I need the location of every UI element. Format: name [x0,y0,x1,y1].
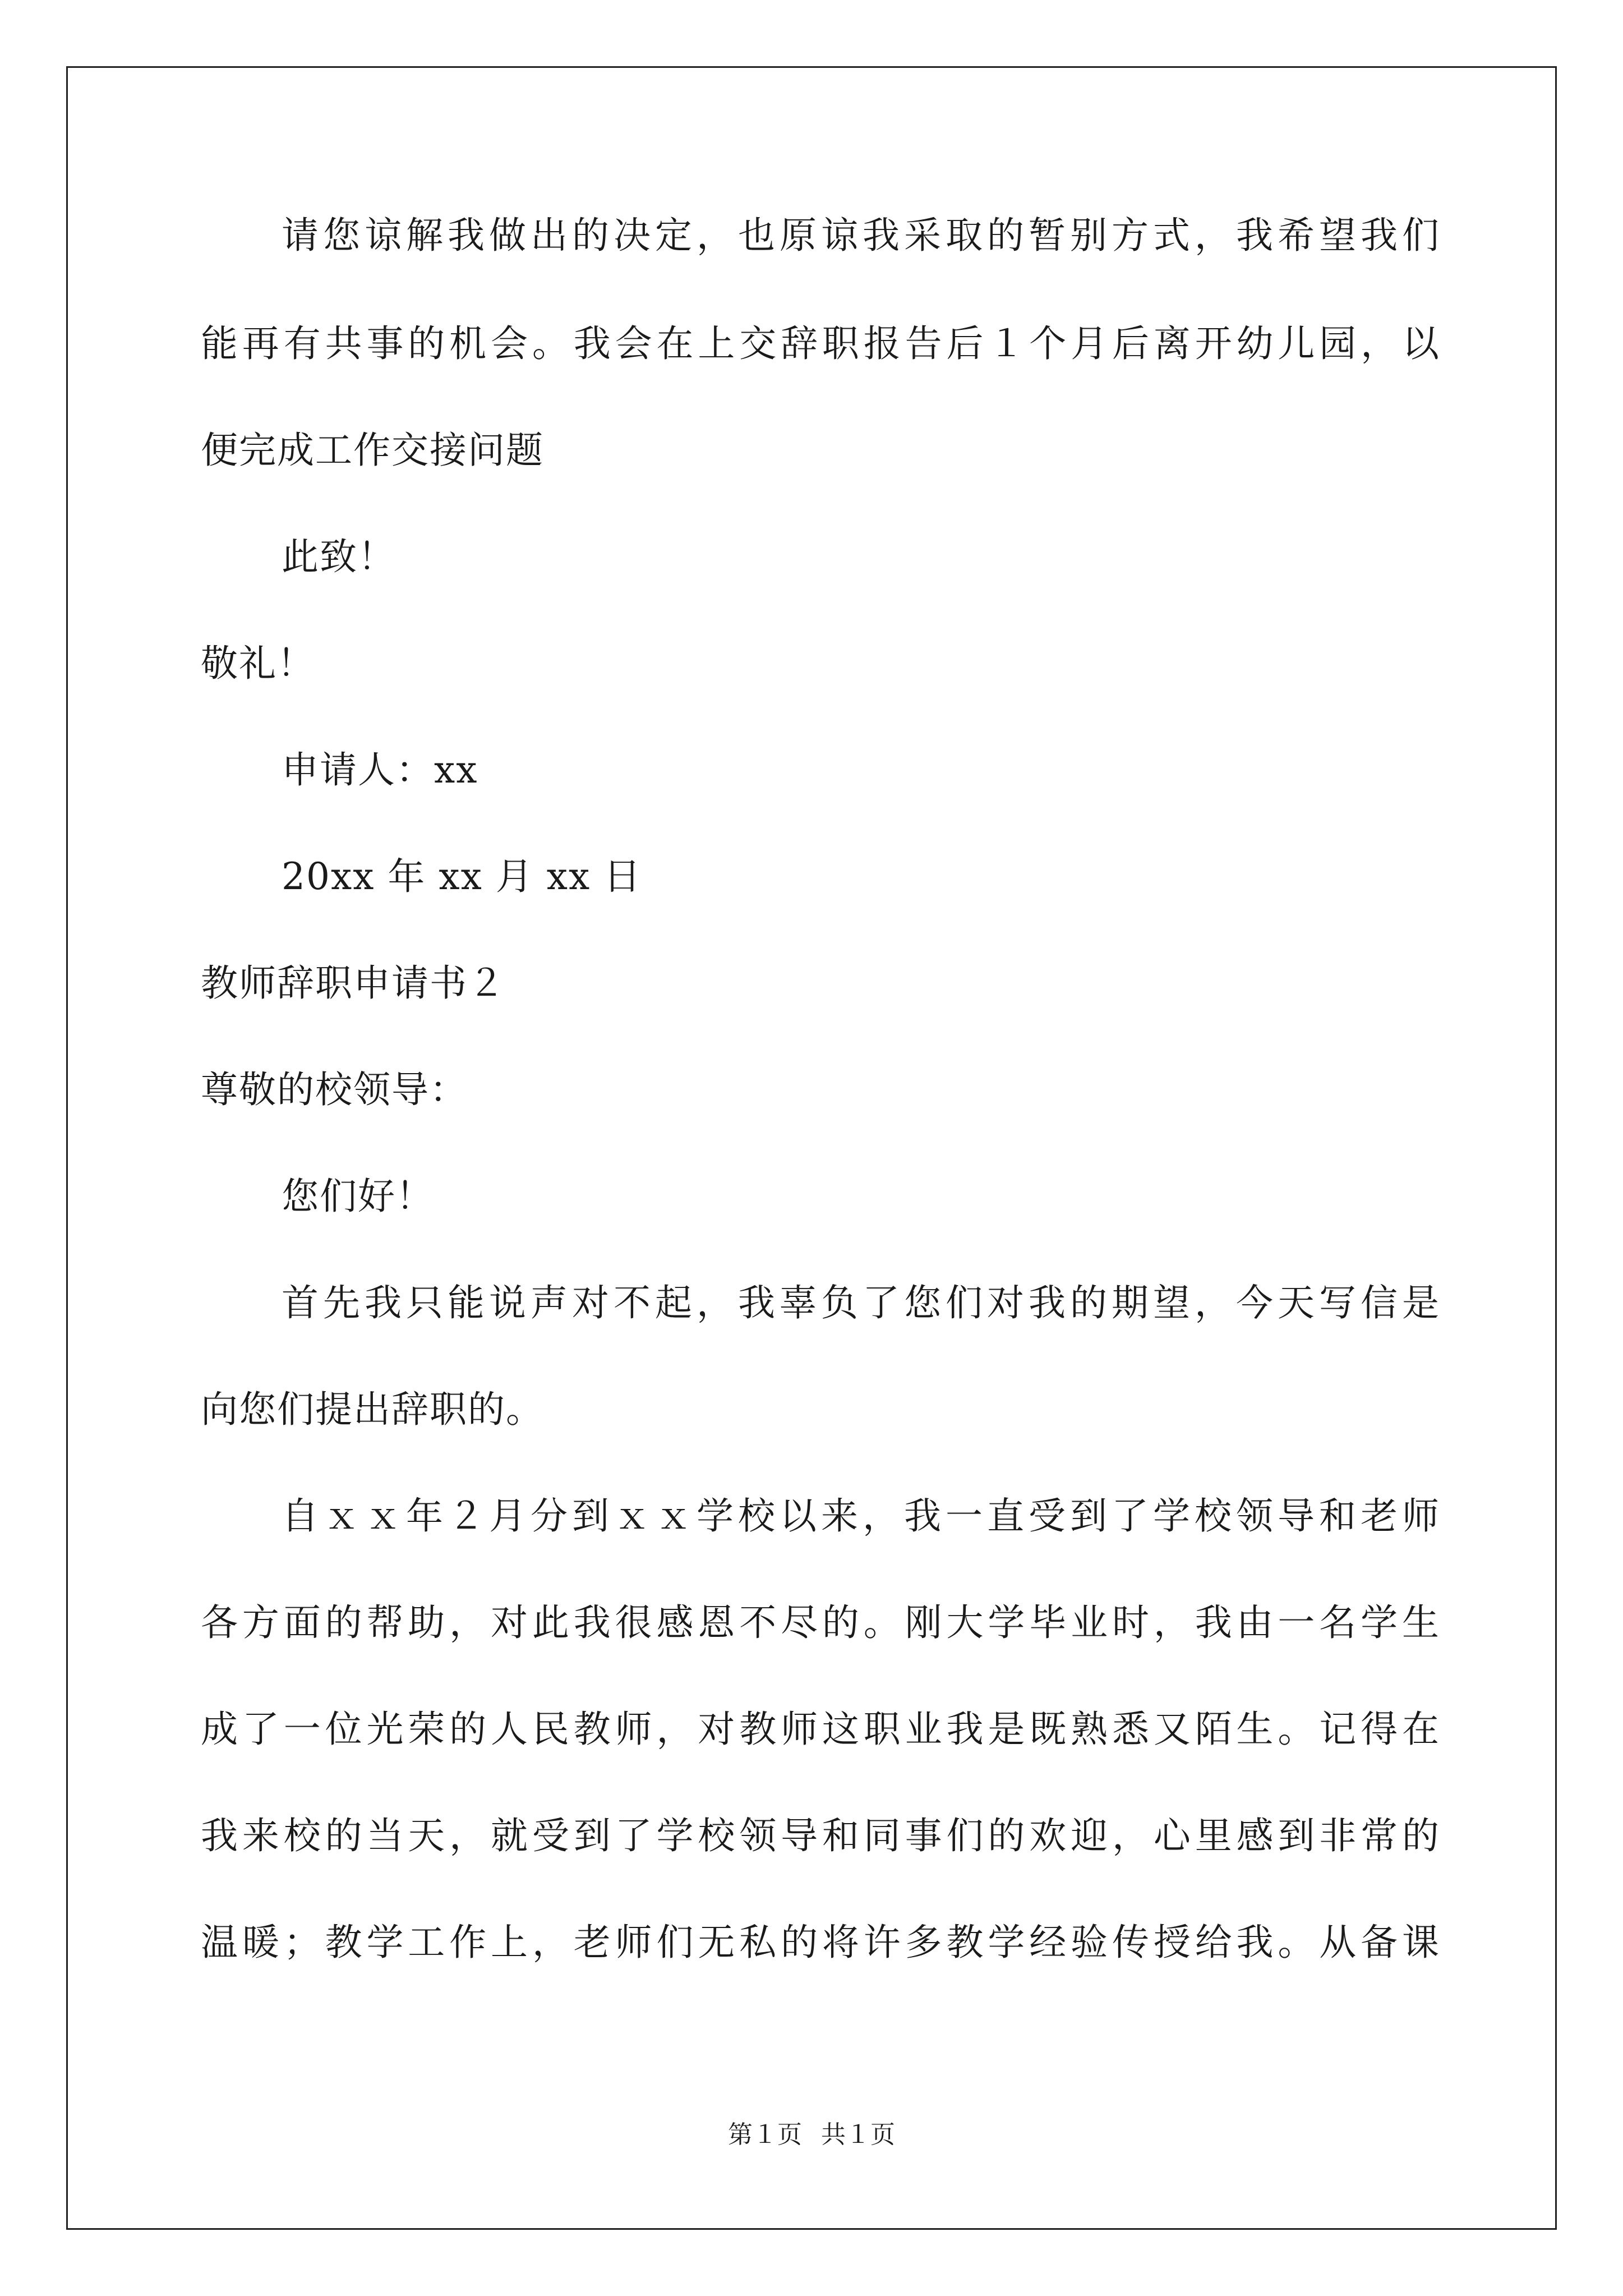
paragraph-line: 各方面的帮助，对此我很感恩不尽的。刚大学毕业时，我由一名学生 [201,1601,1440,1644]
page-border [66,66,1557,2230]
paragraph-line: 首先我只能说声对不起，我辜负了您们对我的期望，今天写信是 [282,1281,1440,1324]
paragraph-line: 自ｘｘ年２月分到ｘｘ学校以来，我一直受到了学校领导和老师 [282,1494,1440,1538]
applicant-line: 申请人：xx [282,748,478,792]
section-title: 教师辞职申请书２ [201,961,506,1005]
paragraph-line: 我来校的当天，就受到了学校领导和同事们的欢迎，心里感到非常的 [201,1814,1440,1857]
page-footer [0,2119,1623,2151]
paragraph-line: 能再有共事的机会。我会在上交辞职报告后１个月后离开幼儿园，以 [201,322,1440,365]
salutation-line: 敬礼！ [201,642,315,685]
closing-line: 此致！ [282,535,396,578]
date-line: 20xx 年 xx 月 xx 日 [282,855,642,898]
paragraph-line: 成了一位光荣的人民教师，对教师这职业我是既熟悉又陌生。记得在 [201,1708,1440,1751]
paragraph-line: 向您们提出辞职的。 [201,1388,544,1431]
paragraph-line: 请您谅解我做出的决定，也原谅我采取的暂别方式，我希望我们 [282,214,1440,257]
greeting-recipient: 尊敬的校领导： [201,1068,468,1111]
page-number: 第１页 [728,2120,802,2149]
paragraph-line: 温暖；教学工作上，老师们无私的将许多教学经验传授给我。从备课 [201,1921,1440,1964]
paragraph-line: 便完成工作交接问题 [201,429,544,472]
page-total: 共１页 [821,2120,895,2149]
greeting-line: 您们好！ [282,1175,434,1218]
